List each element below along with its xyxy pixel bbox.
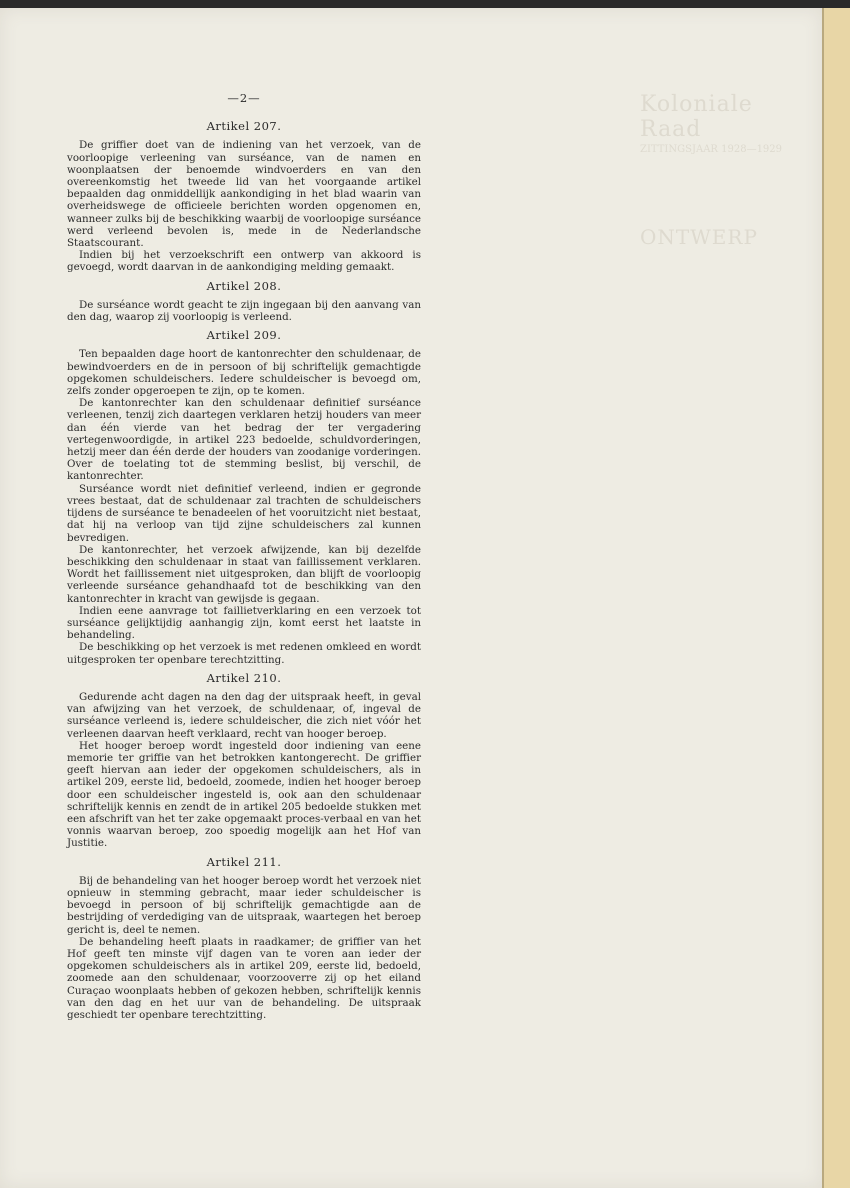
article-heading: Artikel 211. (206, 854, 282, 869)
article-209 (67, 329, 421, 665)
article-heading: Artikel 207. (206, 119, 282, 134)
bleed-through-heading: ONTWERP (640, 225, 758, 249)
article-paragraph: De kantonrechter, het verzoek afwijzende, kan bij dezelfde beschikking den schuldenaar in staat van faillissement verklaren. Wordt het faillissement niet uitgesproken, dan blijft de voorloopig verleende surséance gehandhaafd tot de beschikking van den kantonrechter in kracht van gewijsde is gegaan. (67, 543, 421, 605)
article-207 (67, 120, 421, 273)
page-number: —2— (227, 91, 261, 105)
article-paragraph: Surséance wordt niet definitief verleend, indien er gegronde vrees bestaat, dat de schuldenaar zal trachten de schuldeischers tijdens de surséance te benadeelen of het vooruitzicht niet bestaat, dat hij na verloop van tijd zijne schuldeischers zal kunnen bevredigen. (67, 482, 421, 544)
article-paragraph: Indien eene aanvrage tot faillietverklaring en een verzoek tot surséance gelijktijdig aanhangig zijn, komt eerst het laatste in behandeling. (67, 604, 421, 642)
article-paragraph: Gedurende acht dagen na den dag der uitspraak heeft, in geval van afwijzing van het verzoek, de schuldenaar, of, ingeval de surséance verleend is, iedere schuldeischer, die zich niet vóór het verleenen daarvan heeft verklaard, recht van hooger beroep. (67, 690, 421, 740)
article-paragraph: De surséance wordt geacht te zijn ingegaan bij den aanvang van den dag, waarop zij voorloopig is verleend. (67, 298, 421, 324)
article-paragraph: De behandeling heeft plaats in raadkamer; de griffier van het Hof geeft ten minste vijf dagen van te voren aan ieder der opgekomen schuldeischers als in artikel 209, eerste lid, bedoeld, zoomede aan den schuldenaar, voorzooverre zij op het eiland Curaçao woonplaats hebben of gekozen hebben, schriftelijk kennis van den dag en het uur van de behandeling. De uitspraak geschiedt ter openbare terechtzitting. (67, 935, 421, 1022)
bleed-through-title: Koloniale Raad (640, 92, 753, 142)
bleed-through-text (640, 92, 820, 249)
adjacent-page-edge (822, 8, 850, 1188)
article-paragraph: Indien bij het verzoekschrift een ontwerp van akkoord is gevoegd, wordt daarvan in de aankondiging melding gemaakt. (67, 249, 421, 274)
document-body (67, 92, 421, 1021)
article-paragraph: Bij de behandeling van het hooger beroep wordt het verzoek niet opnieuw in stemming gebracht, maar ieder schuldeischer is bevoegd in persoon of bij schriftelijk gemachtigde aan de bestrijding of verdediging van de uitspraak, waartegen het beroep gericht is, deel te nemen. (67, 874, 421, 936)
article-paragraph: De kantonrechter kan den schuldenaar definitief surséance verleenen, tenzij zich daartegen verklaren hetzij houders van meer dan één vierde van het bedrag der ter vergadering vertegenwoordigde, in artikel 223 bedoelde, schuldvorderingen, hetzij meer dan één derde der houders van zoodanige vorderingen. Over de toelating tot de stemming beslist, bij verschil, de kantonrechter. (67, 397, 421, 483)
article-208 (67, 280, 421, 324)
article-210 (67, 672, 421, 850)
article-paragraph: Ten bepaalden dage hoort de kantonrechter den schuldenaar, de bewindvoerders en de in persoon of bij schriftelijk gemachtigde opgekomen schuldeischers. Iedere schuldeischer is bevoegd om, zelfs zonder opgeroepen te zijn, op te komen. (67, 348, 421, 398)
article-heading: Artikel 209. (206, 328, 282, 343)
article-paragraph: De beschikking op het verzoek is met redenen omkleed en wordt uitgesproken ter openbare terechtzitting. (67, 641, 421, 666)
bleed-through-subtitle: ZITTINGSJAAR 1928—1929 (640, 144, 783, 155)
article-211 (67, 856, 421, 1022)
article-paragraph: De griffier doet van de indiening van het verzoek, van de voorloopige verleening van surséance, van de namen en woonplaatsen der benoemde windvoerders en van den overeenkomstig het tweede lid van het voorgaande artikel bepaalden dag onmiddellijk aankondiging in het blad waarin van overheidswege de officieele berichten worden opgenomen en, wanneer zulks bij de beschikking waarbij de voorloopige surséance werd verleend bevolen is, mede in de Nederlandsche Staatscourant. (67, 139, 421, 250)
article-heading: Artikel 210. (206, 670, 282, 685)
article-paragraph: Het hooger beroep wordt ingesteld door indiening van eene memorie ter griffie van het betrokken kantongerecht. De griffier geeft hiervan aan ieder der opgekomen schuldeischers, als in artikel 209, eerste lid, bedoeld, zoomede, indien het hooger beroep door een schuldeischer ingesteld is, ook aan den schuldenaar schriftelijk kennis en zendt de in artikel 205 bedoelde stukken met een afschrift van het ter zake opgemaakt proces-verbaal en van het vonnis waarvan beroep, zoo spoedig mogelijk aan het Hof van Justitie. (67, 739, 421, 850)
article-heading: Artikel 208. (206, 278, 282, 293)
